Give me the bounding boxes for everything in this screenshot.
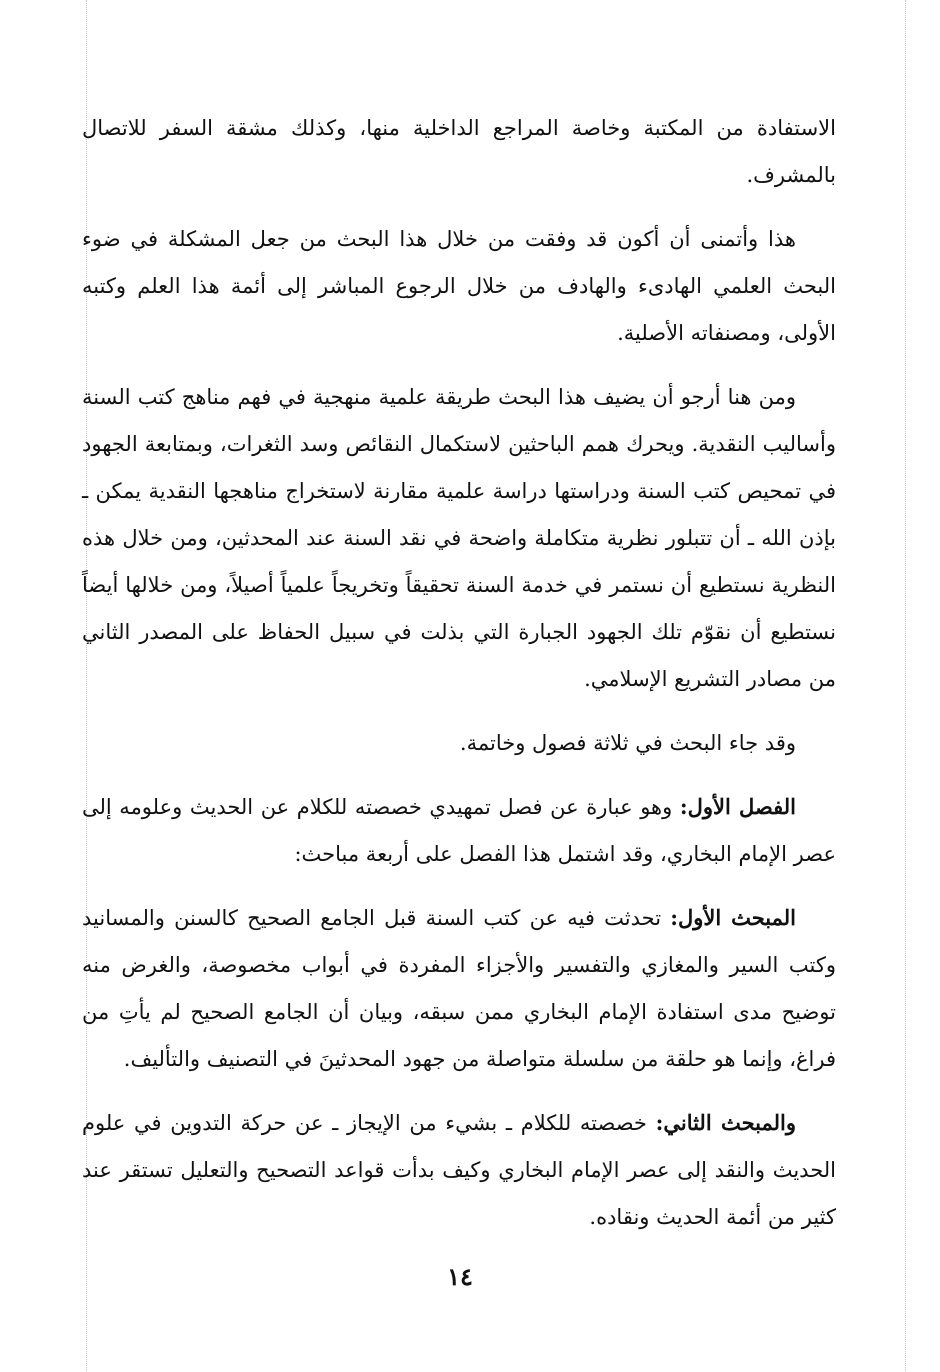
paragraph-5 <box>82 783 836 878</box>
paragraph-2-text: هذا وأتمنى أن أكون قد وفقت من خلال هذا البحث من جعل المشكلة في ضوء البحث العلمي الهادىء والهادف من خلال الرجوع المباشر إلى أئمة هذا العلم وكتبه الأولى، ومصنفاته الأصلية. <box>82 227 836 345</box>
paragraph-3 <box>82 373 836 703</box>
paragraph-2 <box>82 215 836 357</box>
paragraph-7-text: خصصته للكلام ـ بشيء من الإيجاز ـ عن حركة التدوين في علوم الحديث والنقد إلى عصر الإمام البخاري وكيف بدأت قواعد التصحيح والتعليل تستقر عند كثير من أئمة الحديث ونقاده. <box>82 1111 836 1229</box>
chapter-one-heading: الفصل الأول: <box>679 794 796 819</box>
paragraph-6-text: تحدثت فيه عن كتب السنة قبل الجامع الصحيح كالسنن والمسانيد وكتب السير والمغازي والتفسير والأجزاء المفردة في أبواب مخصوصة، والغرض منه توضيح مدى استفادة الإمام البخاري ممن سبقه، وبيان أن الجامع الصحيح لم يأتِ من فراغ، وإنما هو حلقة من سلسلة متواصلة من جهود المحدثينَ في التصنيف والتأليف. <box>82 906 836 1071</box>
page-number: ١٤ <box>447 1262 473 1291</box>
paragraph-3-text: ومن هنا أرجو أن يضيف هذا البحث طريقة علمية منهجية في فهم مناهج كتب السنة وأساليب النقدية. ويحرك همم الباحثين لاستكمال النقائص وسد الثغرات، وبمتابعة الجهود في تمحيص كتب السنة ودراستها دراسة علمية مقارنة لاستخراج مناهجها النقدية يمكن ـ بإذن الله ـ أن تتبلور نظرية متكاملة واضحة في نقد السنة عند المحدثين، ومن خلال هذه النظرية نستطيع أن نستمر في خدمة السنة تحقيقاً وتخريجاً علمياً أصيلاً، ومن خلالها أيضاً نستطيع أن نقوّم تلك الجهود الجبارة التي بذلت في سبيل الحفاظ على المصدر الثاني من مصادر التشريع الإسلامي. <box>82 385 836 691</box>
paragraph-6 <box>82 894 836 1083</box>
body-text <box>82 104 836 1257</box>
section-two-heading: والمبحث الثاني: <box>655 1110 796 1135</box>
paragraph-1 <box>82 104 836 199</box>
paragraph-4 <box>82 719 836 767</box>
paragraph-1-text: الاستفادة من المكتبة وخاصة المراجع الداخلية منها، وكذلك مشقة السفر للاتصال بالمشرف. <box>82 116 836 187</box>
paragraph-7 <box>82 1099 836 1241</box>
paragraph-5-text: وهو عبارة عن فصل تمهيدي خصصته للكلام عن الحديث وعلومه إلى عصر الإمام البخاري، وقد اشتمل هذا الفصل على أربعة مباحث: <box>82 795 836 866</box>
section-one-heading: المبحث الأول: <box>670 905 796 930</box>
scan-fold-line-right <box>905 0 906 1372</box>
paragraph-4-text: وقد جاء البحث في ثلاثة فصول وخاتمة. <box>459 731 796 755</box>
